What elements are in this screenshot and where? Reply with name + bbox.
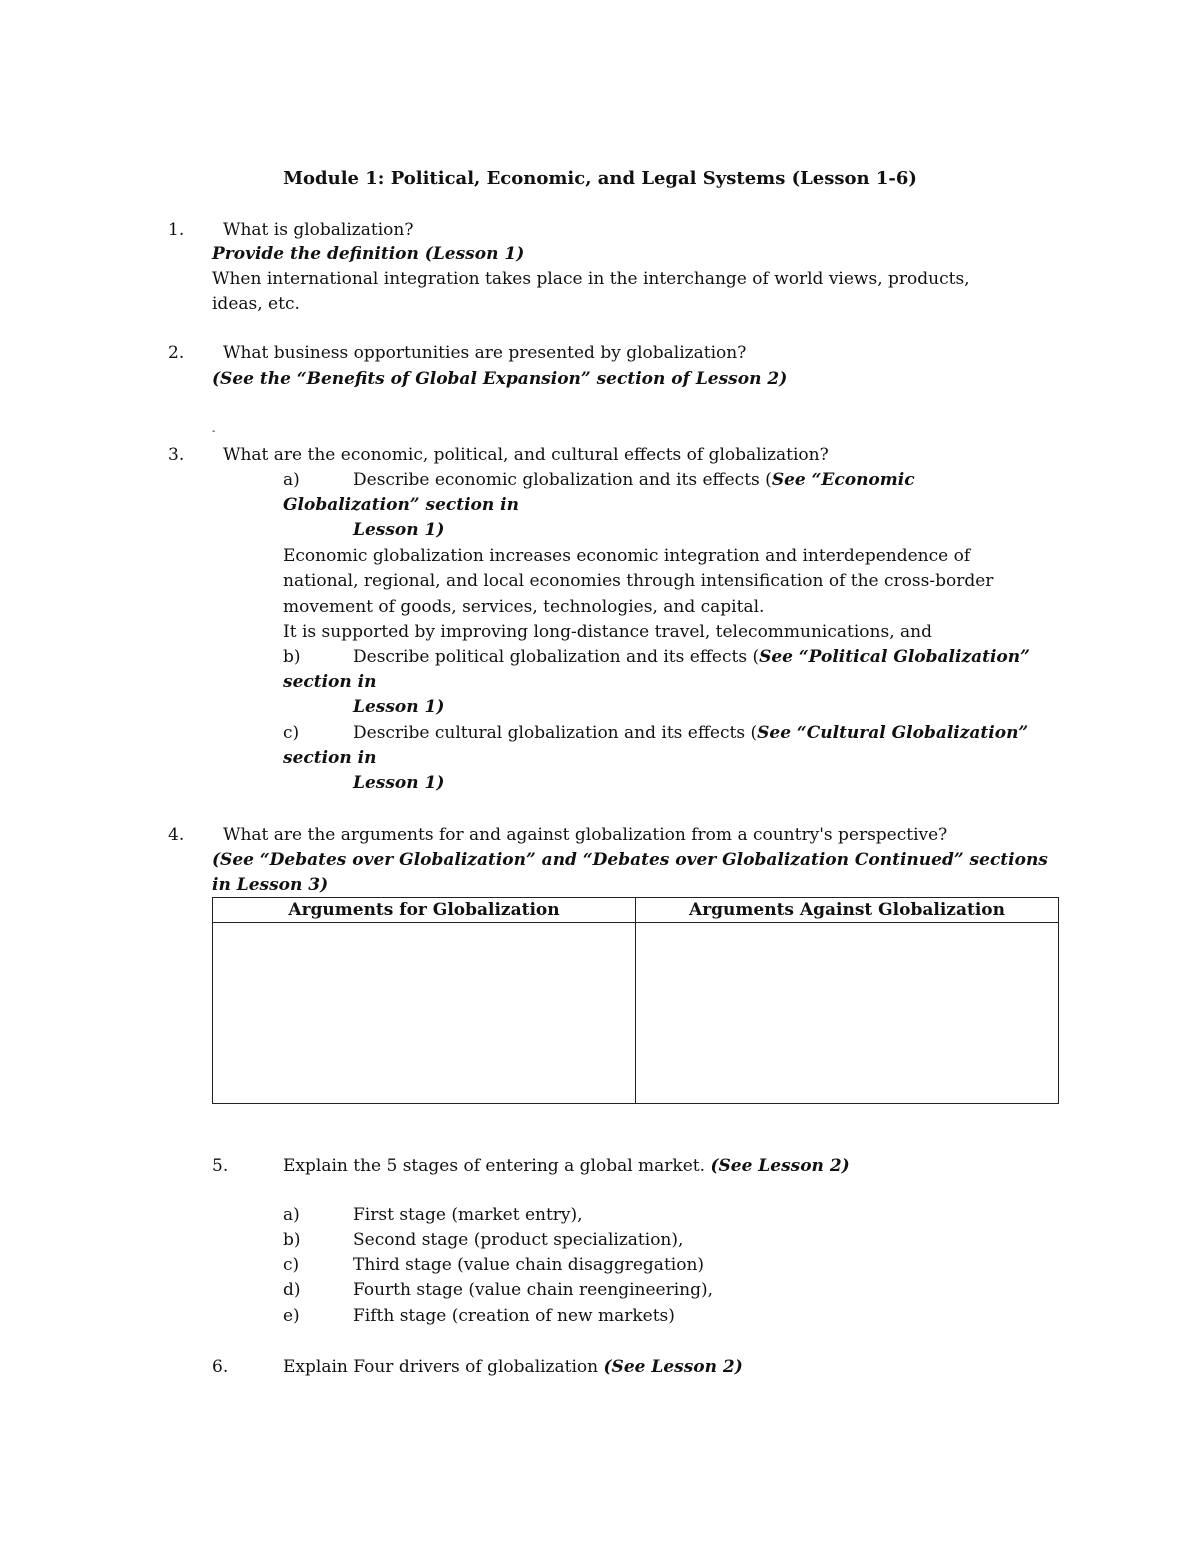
stage-letter: c) (283, 1255, 300, 1275)
arguments-against-header: Arguments Against Globalization (636, 898, 1059, 923)
q1-hint: Provide the definition (Lesson 1) (212, 244, 525, 264)
q2-question: What business opportunities are presented by globalization? (223, 343, 747, 363)
q3c-letter: c) (283, 723, 300, 743)
q2-number: 2. (168, 343, 185, 363)
page-title: Module 1: Political, Economic, and Legal Systems (Lesson 1-6) (283, 168, 917, 189)
q4-question: What are the arguments for and against globalization from a country's perspective? (223, 825, 948, 845)
q3c-hint-line: section in (283, 748, 377, 768)
q4-number: 4. (168, 825, 185, 845)
q3c-text: Describe cultural globalization and its effects (See “Cultural Globalization” (353, 723, 1029, 743)
q4-hint-line: in Lesson 3) (212, 875, 329, 895)
q3a-answer-line: national, regional, and local economies through intensification of the cross-border (283, 571, 994, 591)
q1-number: 1. (168, 220, 185, 240)
q6-number: 6. (212, 1357, 229, 1377)
arguments-for-header: Arguments for Globalization (213, 898, 636, 923)
q4-hint-line: (See “Debates over Globalization” and “Debates over Globalization Continued” sections (212, 850, 1048, 870)
q5-question: Explain the 5 stages of entering a global market. (See Lesson 2) (283, 1156, 850, 1176)
q6-question: Explain Four drivers of globalization (See Lesson 2) (283, 1357, 743, 1377)
q1-answer-line: ideas, etc. (212, 294, 300, 314)
arguments-against-cell[interactable] (636, 923, 1059, 1104)
q3a-letter: a) (283, 470, 300, 490)
q3-question: What are the economic, political, and cultural effects of globalization? (223, 445, 829, 465)
stage-text: Fifth stage (creation of new markets) (353, 1306, 675, 1326)
stage-letter: b) (283, 1230, 301, 1250)
q5-number: 5. (212, 1156, 229, 1176)
q3b-letter: b) (283, 647, 301, 667)
q2-hint: (See the “Benefits of Global Expansion” section of Lesson 2) (212, 369, 788, 389)
arguments-table (212, 897, 1059, 1104)
q3a-answer-line: Economic globalization increases economic integration and interdependence of (283, 546, 971, 566)
stage-text: Third stage (value chain disaggregation) (353, 1255, 705, 1275)
q3a-hint-line: Lesson 1) (353, 520, 445, 540)
stage-letter: d) (283, 1280, 301, 1300)
stage-text: Fourth stage (value chain reengineering), (353, 1280, 714, 1300)
stage-text: Second stage (product specialization), (353, 1230, 684, 1250)
q3b-hint-line: section in (283, 672, 377, 692)
q1-question: What is globalization? (223, 220, 414, 240)
q3c-hint-line: Lesson 1) (353, 773, 445, 793)
arguments-for-cell[interactable] (213, 923, 636, 1104)
stage-letter: a) (283, 1205, 300, 1225)
stage-letter: e) (283, 1306, 300, 1326)
q1-answer-line: When international integration takes place in the interchange of world views, products, (212, 269, 970, 289)
q3a-text: Describe economic globalization and its effects (See “Economic (353, 470, 915, 490)
q3a-hint-line: Globalization” section in (283, 495, 519, 515)
stray-mark: - (212, 426, 216, 437)
q3-number: 3. (168, 445, 185, 465)
stage-text: First stage (market entry), (353, 1205, 583, 1225)
q3a-answer-line: movement of goods, services, technologies, and capital. (283, 597, 765, 617)
q3b-hint-line: Lesson 1) (353, 697, 445, 717)
q3a-answer-line: It is supported by improving long-distance travel, telecommunications, and (283, 622, 932, 642)
q3b-text: Describe political globalization and its effects (See “Political Globalization” (353, 647, 1030, 667)
